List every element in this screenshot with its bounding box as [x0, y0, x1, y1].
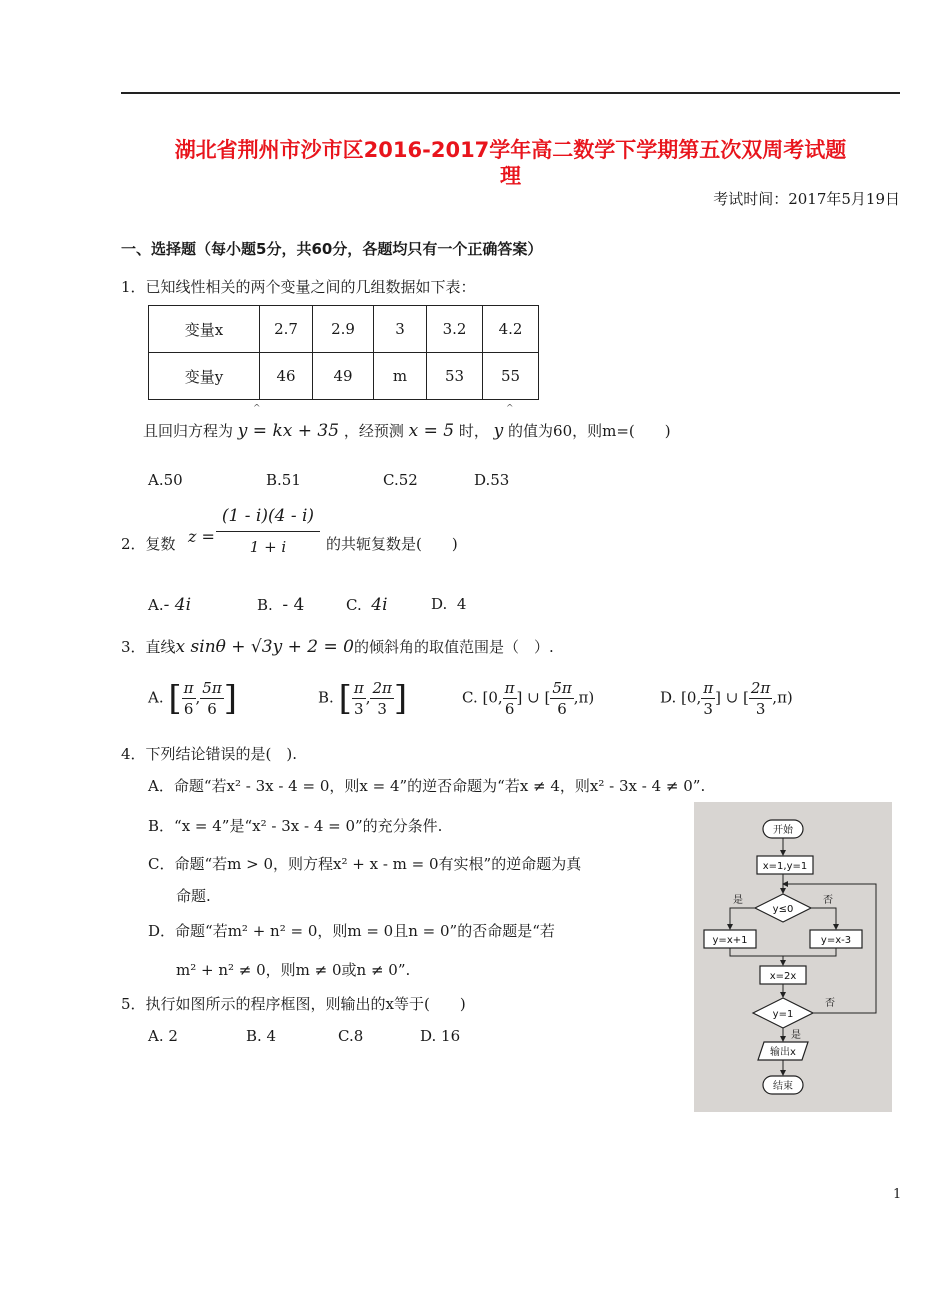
segment: ] ∪ [	[715, 688, 749, 707]
fraction	[370, 678, 393, 719]
q5-option-b: B. 4	[246, 1027, 277, 1045]
bracket: [	[338, 678, 352, 719]
q3-option-b	[318, 678, 407, 719]
q2-option-a	[148, 595, 191, 615]
table-cell: 2.9	[313, 306, 374, 353]
separator: ,	[365, 688, 371, 707]
bracket: ]	[223, 678, 237, 719]
q1-option-a: A.50	[148, 471, 183, 489]
q2-option-d	[431, 595, 466, 613]
q3-option-a	[148, 678, 237, 719]
fraction	[182, 678, 196, 719]
fraction	[503, 678, 517, 719]
q2-prefix: 2．复数	[121, 535, 176, 553]
q3-prefix: 3．直线	[121, 638, 176, 656]
segment: ,π)	[772, 688, 793, 707]
q4-option-c-line1: C．命题“若m > 0，则方程x² + x - m = 0有实根”的逆命题为真	[148, 855, 582, 873]
flow-assign-label: x=2x	[769, 971, 797, 982]
header-rule	[121, 92, 900, 94]
numerator: π	[353, 679, 364, 697]
denominator: 6	[183, 700, 194, 718]
numerator: 5π	[552, 679, 572, 697]
table-cell: 55	[483, 353, 539, 400]
hat-mark: ^	[253, 404, 261, 414]
q2-numerator: (1 - i)(4 - i)	[216, 505, 320, 532]
option-label: A.	[148, 688, 164, 707]
segment: [0,	[681, 688, 702, 707]
denominator: 6	[557, 700, 567, 718]
q1-text-a: 且回归方程为	[143, 422, 234, 440]
flow-cond1-label: y≤0	[772, 904, 794, 915]
section-heading: 一、选择题（每小题5分，共60分，各题均只有一个正确答案）	[121, 240, 543, 258]
q1-y-hat: y	[493, 421, 504, 441]
q5-option-d: D. 16	[420, 1027, 461, 1045]
fraction	[749, 678, 772, 719]
denominator: 3	[755, 700, 766, 718]
table-row	[149, 306, 539, 353]
flow-init-label: x=1,y=1	[762, 861, 808, 872]
flow-cond2-label: y=1	[772, 1009, 794, 1020]
q1-data-table	[148, 305, 539, 400]
q4-option-d-line1: D．命题“若m² + n² = 0，则m = 0且n = 0”的否命题是“若	[148, 922, 555, 940]
q5-option-c: C.8	[338, 1027, 364, 1045]
segment: [0,	[482, 688, 503, 707]
q1-option-d: D.53	[474, 471, 510, 489]
option-label: A.	[148, 596, 164, 614]
table-cell: 3	[374, 306, 427, 353]
q2-z: z =	[188, 527, 215, 546]
option-label: B.	[318, 688, 334, 707]
q4-option-c-line2: 命题.	[176, 887, 211, 905]
q1-text-b: ，经预测	[343, 422, 404, 440]
q2-option-b	[257, 595, 304, 615]
flowchart	[694, 802, 892, 1112]
denominator: 6	[504, 700, 515, 718]
flow-yes-label: 是	[733, 895, 743, 906]
option-label: C.	[346, 596, 362, 614]
flow-start-label: 开始	[773, 825, 793, 836]
q4-option-d-line2: m² + n² ≠ 0，则m ≠ 0或n ≠ 0”.	[176, 961, 411, 979]
option-label: D.	[431, 595, 448, 613]
numerator: π	[183, 679, 194, 697]
fraction	[352, 678, 366, 719]
table-cell: m	[374, 353, 427, 400]
q2-option-c	[346, 595, 388, 615]
table-cell: 4.2	[483, 306, 539, 353]
option-value: 4	[456, 595, 467, 613]
bracket: ]	[393, 678, 408, 719]
q3-option-d	[660, 678, 793, 719]
table-cell: 49	[313, 353, 374, 400]
table-cell: 53	[427, 353, 483, 400]
flow-output-label: 输出x	[770, 1047, 796, 1058]
q3-option-c	[462, 678, 594, 719]
numerator: 5π	[202, 679, 222, 697]
flow-left-label: y=x+1	[712, 935, 748, 946]
flow-right-label: y=x-3	[820, 935, 852, 946]
q1-stem: 1．已知线性相关的两个变量之间的几组数据如下表：	[121, 278, 476, 296]
flow-no2-label: 否	[825, 998, 835, 1009]
table-cell: 3.2	[427, 306, 483, 353]
q4-stem: 4．下列结论错误的是( ).	[121, 745, 298, 763]
q3-equation: x sinθ + √3y + 2 = 0	[175, 637, 354, 657]
q1-condition: x = 5	[408, 421, 455, 441]
fraction	[701, 678, 715, 719]
option-value: - 4i	[163, 595, 192, 615]
hat-mark: ^	[506, 404, 514, 414]
fraction	[550, 678, 573, 719]
bracket: [	[168, 678, 182, 719]
q1-sentence	[143, 420, 671, 441]
numerator: π	[703, 679, 714, 697]
q1-option-b: B.51	[266, 471, 301, 489]
table-cell: 变量x	[149, 306, 260, 353]
option-value: 4i	[371, 595, 388, 615]
q1-text-d: 的值为60，则m=( )	[508, 422, 671, 440]
table-cell: 46	[260, 353, 313, 400]
segment: ,π)	[573, 688, 595, 707]
q4-option-b: B．“x = 4”是“x² - 3x - 4 = 0”的充分条件.	[148, 817, 443, 835]
denominator: 6	[207, 700, 217, 718]
table-row	[149, 353, 539, 400]
q1-text-c: 时，	[458, 422, 489, 440]
fraction	[200, 678, 223, 719]
q5-stem: 5．执行如图所示的程序框图，则输出的x等于( )	[121, 995, 466, 1013]
option-value: - 4	[282, 595, 305, 615]
flowchart-image	[694, 802, 892, 1112]
page-number: 1	[893, 1187, 902, 1202]
option-label: D.	[660, 688, 677, 707]
q4-option-a: A．命题“若x² - 3x - 4 = 0，则x = 4”的逆否命题为“若x ≠ 4，则x² - 3x - 4 ≠ 0”.	[148, 777, 706, 795]
q2-fraction	[216, 505, 320, 558]
separator: ,	[195, 688, 201, 707]
q2-suffix: 的共轭复数是( )	[326, 535, 458, 553]
table-cell: 2.7	[260, 306, 313, 353]
numerator: 2π	[372, 679, 392, 697]
table-cell: 变量y	[149, 353, 260, 400]
denominator: 3	[703, 700, 713, 718]
q1-equation: y = kx + 35	[237, 421, 340, 441]
segment: ] ∪ [	[516, 688, 551, 707]
numerator: 2π	[750, 679, 771, 697]
option-label: B.	[257, 596, 273, 614]
q3-line	[121, 636, 554, 657]
denominator: 3	[354, 700, 364, 718]
flow-no-label: 否	[823, 895, 833, 906]
flow-yes2-label: 是	[791, 1030, 801, 1041]
q1-option-c: C.52	[383, 471, 418, 489]
flow-end-label: 结束	[773, 1081, 793, 1092]
page-title-line2: 理	[500, 164, 521, 188]
q3-suffix: 的倾斜角的取值范围是（ ）.	[353, 638, 554, 656]
denominator: 3	[377, 700, 387, 718]
q2-denominator: 1 + i	[249, 538, 287, 556]
option-label: C.	[462, 688, 478, 707]
exam-time: 考试时间：2017年5月19日	[713, 190, 900, 208]
q5-option-a: A. 2	[148, 1027, 178, 1045]
page-title: 湖北省荆州市沙市区2016-2017学年高二数学下学期第五次双周考试题	[174, 138, 847, 162]
numerator: π	[504, 679, 515, 697]
